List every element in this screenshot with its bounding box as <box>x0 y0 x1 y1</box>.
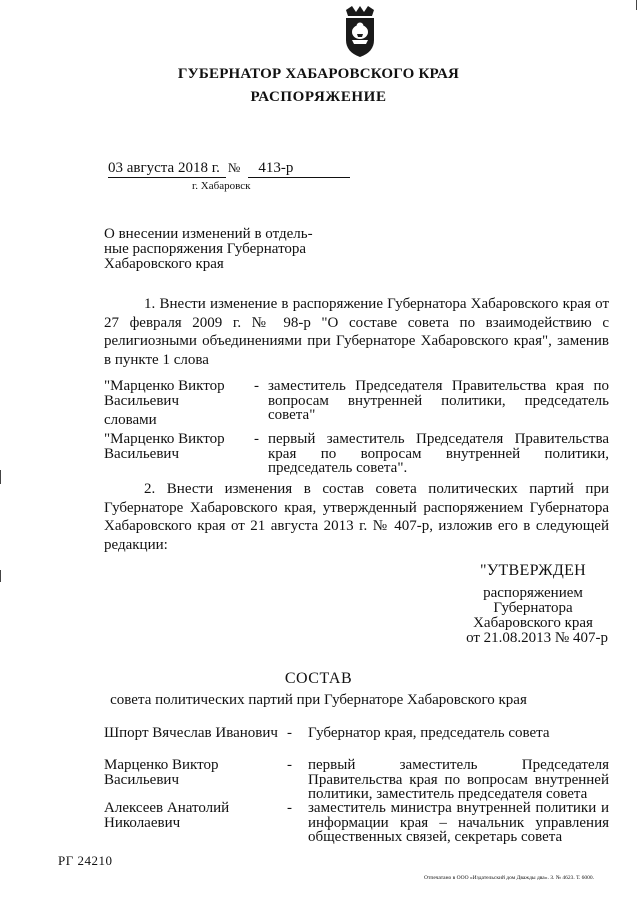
member-row: Марценко Виктор Васильевич - первый заместитель Председателя Правительства края по вопросам внутренней политики, заместитель председателя совета <box>104 757 609 802</box>
approval-line: распоряжением <box>483 585 583 601</box>
issuer-title: ГУБЕРНАТОР ХАБАРОВСКОГО КРАЯ <box>177 66 460 82</box>
replacement-old-row: "Марценко Виктор Васильевич - заместитель Председателя Правительства края по вопросам внутренней политики, председатель совета" <box>104 378 609 423</box>
member-role: первый заместитель Председателя Правительства края по вопросам внутренней политики, заместитель председателя совета <box>308 757 609 802</box>
words-label: словами <box>104 412 157 428</box>
approval-line: от 21.08.2013 № 407-р <box>466 630 608 646</box>
composition-subtitle: совета политических партий при Губернаторе Хабаровского края <box>110 692 527 708</box>
composition-title: СОСТАВ <box>284 670 353 687</box>
old-member-role: заместитель Председателя Правительства края по вопросам внутренней политики, председатель совета" <box>268 378 609 423</box>
coat-of-arms-icon <box>338 4 382 58</box>
old-member-name: "Марценко Виктор Васильевич <box>104 378 225 409</box>
printer-imprint: Отпечатано в ООО «Издательский дом Дважды два». З. № 4623. Т. 6000. <box>424 875 595 881</box>
document-subject <box>104 227 334 272</box>
document-date: 03 августа 2018 г. <box>108 160 226 178</box>
member-role: Губернатор края, председатель совета <box>308 725 550 741</box>
subject-line: ные распоряжения Губернатора <box>104 241 307 257</box>
date-line <box>108 160 350 178</box>
member-name: Марценко Виктор Васильевич <box>104 757 219 788</box>
subject-line: Хабаровского края <box>104 256 224 272</box>
scan-edge-mark <box>0 470 1 484</box>
number-label: № <box>227 160 241 175</box>
member-name: Алексеев Анатолий Николаевич <box>104 800 230 831</box>
member-role: заместитель министра внутренней политики и информации края – начальник управления общественных связей, секретарь совета <box>308 800 609 845</box>
member-row: Шпорт Вячеслав Иванович - Губернатор края, председатель совета <box>104 726 609 756</box>
approval-line: Хабаровского края <box>473 615 593 631</box>
paragraph-1: 1. Внести изменение в распоряжение Губернатора Хабаровского края от 27 февраля 2009 г. № 98-р "О составе совета по взаимодействию с религиозными объединениями при Губернаторе Хабаровского края", заменив в пункте 1 слова <box>104 296 609 368</box>
member-row: Алексеев Анатолий Николаевич - заместитель министра внутренней политики и информации края – начальник управления общественных связей, секретарь совета <box>104 800 609 845</box>
paragraph-2: 2. Внести изменения в состав совета политических партий при Губернаторе Хабаровского края, утвержденный распоряжением Губернатора Хабаровского края от 21 августа 2013 г. № 407-р, изложив его в следующей редакции: <box>104 481 609 553</box>
new-member-name: "Марценко Виктор Васильевич <box>104 431 225 462</box>
new-member-role: первый заместитель Председателя Правительства края по вопросам внутренней политики, председатель совета". <box>268 431 609 476</box>
replacement-new-row: "Марценко Виктор Васильевич - первый заместитель Председателя Правительства края по вопросам внутренней политики, председатель совета". <box>104 431 609 476</box>
approval-stamp <box>458 563 608 646</box>
subject-line: О внесении изменений в отдель- <box>104 226 313 242</box>
approval-line: Губернатора <box>493 600 573 616</box>
document-number: 413-р <box>248 160 350 178</box>
document-code: РГ 24210 <box>58 853 113 868</box>
approval-title: "УТВЕРЖДЕН <box>480 562 586 579</box>
scan-edge-mark <box>0 570 1 582</box>
document-type: РАСПОРЯЖЕНИЕ <box>250 89 387 105</box>
document-city: г. Хабаровск <box>192 180 251 192</box>
member-name: Шпорт Вячеслав Иванович <box>104 725 278 741</box>
